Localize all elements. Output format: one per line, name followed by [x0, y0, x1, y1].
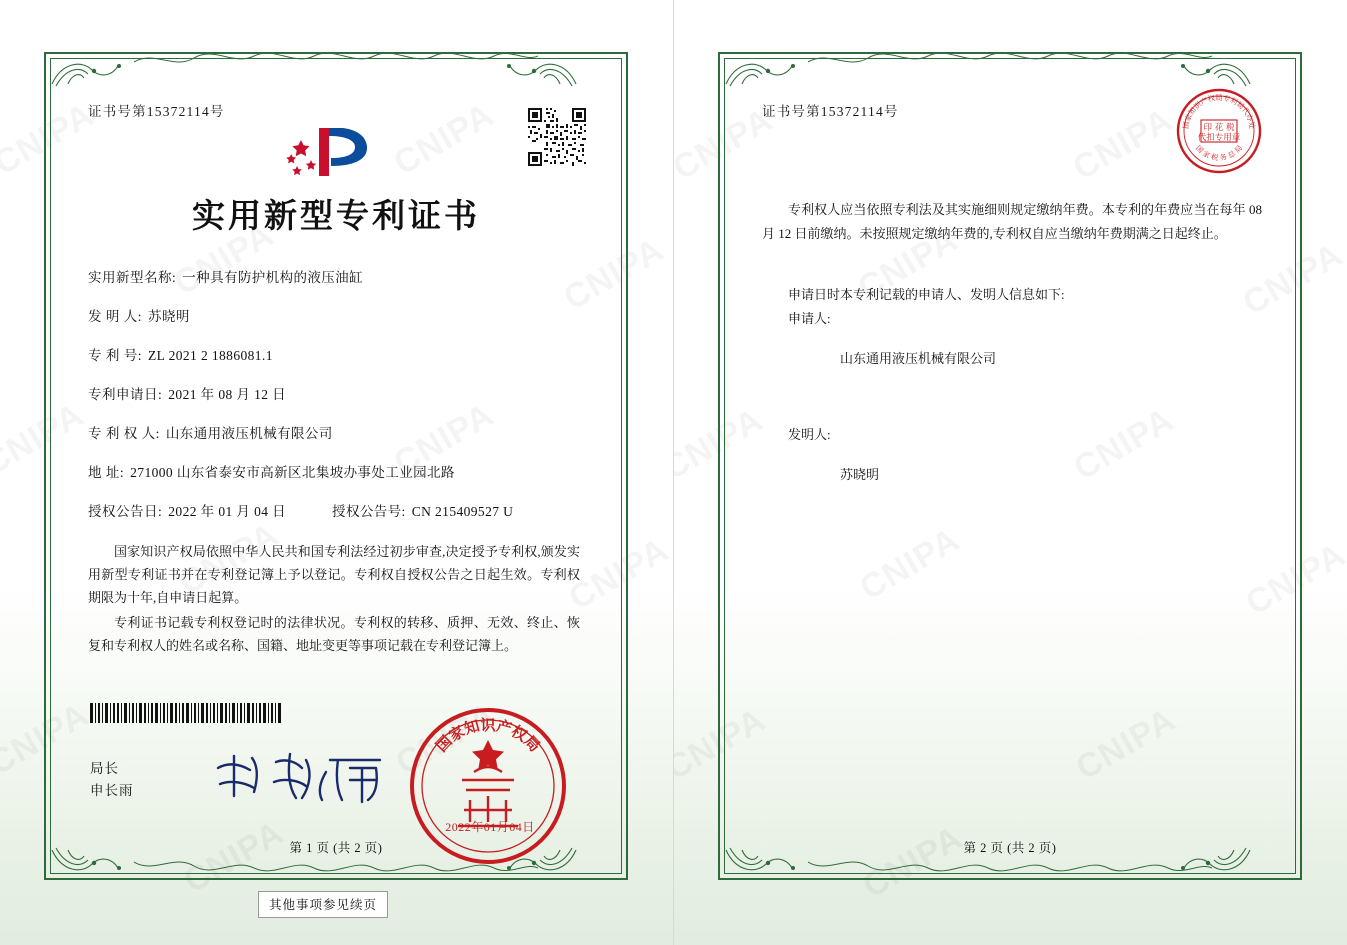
certificate-number: 证书号第15372114号 [762, 104, 899, 119]
signature [210, 748, 410, 808]
qr-code-icon [528, 108, 586, 166]
field-row [88, 383, 588, 403]
svg-text:国 家 税 务 总 局: 国 家 税 务 总 局 [1193, 143, 1245, 163]
svg-text:国家知识产权局: 国家知识产权局 [432, 716, 544, 756]
office-name: 申长雨 [90, 783, 134, 798]
info-heading: 申请日时本专利记载的申请人、发明人信息如下: [788, 287, 1065, 302]
continuation-note: 其他事项参见续页 [258, 891, 388, 918]
field-label: 专 利 号: [88, 348, 143, 363]
field-label: 专 利 权 人: [88, 426, 160, 441]
grant-number-value: CN 215409527 U [411, 504, 514, 519]
field-label: 发 明 人: [88, 309, 143, 324]
patent-fields [88, 266, 588, 539]
annual-fee-paragraph: 专利权人应当依照专利法及其实施细则规定缴纳年费。本专利的年费应当在每年 08 月 12 日前缴纳。未按照规定缴纳年费的,专利权自应当缴纳年费期满之日起终止。 [762, 202, 1262, 241]
certificate-page-2 [674, 0, 1347, 945]
page-footer: 第 1 页 (共 2 页) [289, 841, 383, 855]
tax-stamp-seal [1176, 88, 1262, 174]
annual-fee-notice [762, 198, 1262, 246]
certificate-page-1 [0, 0, 673, 945]
page-1-content [50, 58, 622, 874]
grant-date-label: 授权公告日: [88, 504, 163, 519]
certificate-number: 证书号第15372114号 [88, 104, 225, 119]
legal-paragraphs [88, 540, 580, 659]
field-value: 271000 山东省泰安市高新区北集坡办事处工业园北路 [130, 465, 455, 480]
field-row [88, 422, 588, 442]
cnipa-logo-icon [281, 120, 391, 182]
applicant-name: 山东通用液压机械有限公司 [840, 351, 997, 366]
seal-date: 2022年01月04日 [445, 820, 535, 834]
grant-number-label: 授权公告号: [332, 504, 406, 519]
inventor-label: 发明人: [788, 427, 831, 442]
field-row-grant [88, 500, 588, 520]
legal-paragraph: 国家知识产权局依照中华人民共和国专利法经过初步审查,决定授予专利权,颁发实用新型专利证书并在专利登记簿上予以登记。专利权自授权公告之日起生效。专利权期限为十年,自申请日起算。 [88, 544, 580, 605]
field-label: 地 址: [88, 465, 125, 480]
field-label: 专利申请日: [88, 387, 163, 402]
svg-text:国家知识产权局专利局代办处: 国家知识产权局专利局代办处 [1180, 92, 1258, 130]
svg-text:印 花 税: 印 花 税 [1203, 123, 1235, 133]
field-label: 实用新型名称: [88, 270, 177, 285]
page-2-content [724, 58, 1296, 874]
page-title: 实用新型专利证书 [192, 196, 480, 235]
page-footer: 第 2 页 (共 2 页) [963, 841, 1057, 855]
applicant-inventor-block [762, 283, 1262, 487]
issuing-office [90, 758, 134, 802]
grant-date-value: 2022 年 01 月 04 日 [168, 504, 287, 519]
barcode [90, 703, 284, 723]
office-title: 局长 [90, 761, 119, 776]
field-row [88, 305, 588, 325]
svg-text:代扣专用章: 代扣专用章 [1197, 133, 1241, 143]
field-value: 一种具有防护机构的液压油缸 [182, 270, 363, 285]
field-value: 山东通用液压机械有限公司 [165, 426, 333, 441]
field-row [88, 344, 588, 364]
applicant-label: 申请人: [788, 311, 831, 326]
field-value: 苏晓明 [148, 309, 190, 324]
field-value: 2021 年 08 月 12 日 [168, 387, 287, 402]
legal-paragraph: 专利证书记载专利权登记时的法律状况。专利权的转移、质押、无效、终止、恢复和专利权人的姓名或名称、国籍、地址变更等事项记载在专利登记簿上。 [88, 615, 580, 653]
inventor-name: 苏晓明 [840, 467, 880, 482]
field-row [88, 266, 588, 286]
field-value: ZL 2021 2 1886081.1 [148, 348, 273, 363]
field-row [88, 461, 588, 481]
